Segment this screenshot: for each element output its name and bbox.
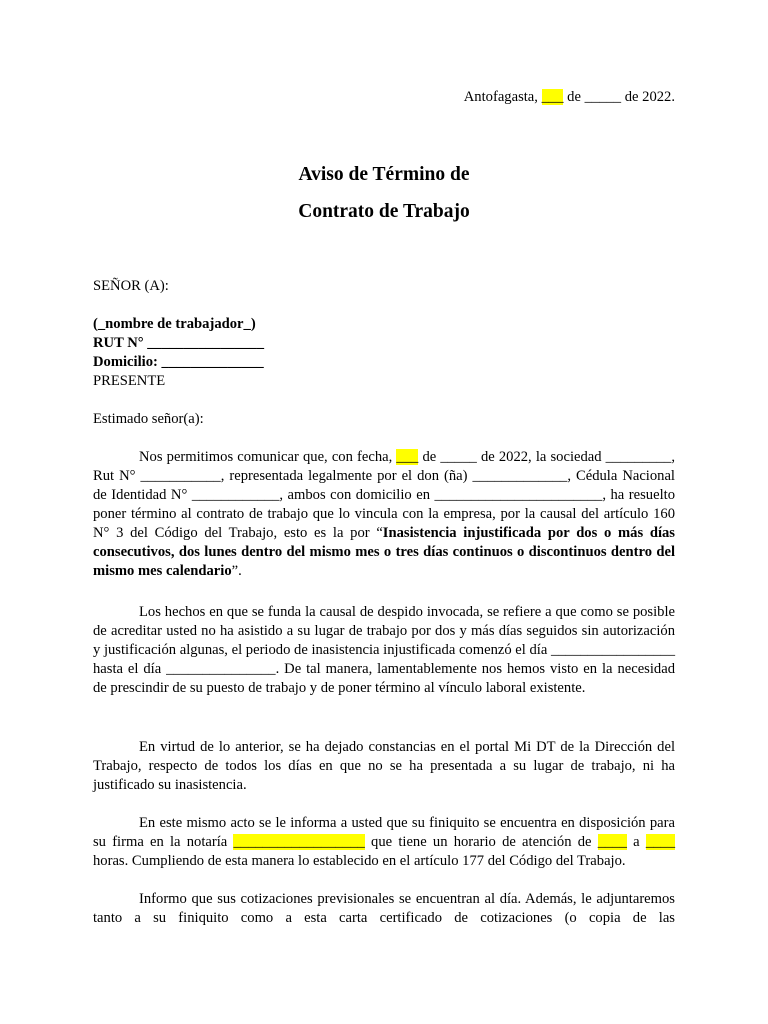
- rut-blank: ________________: [147, 335, 264, 351]
- p1-text-b: de _____ de 2022, la sociedad _________, Rut N° ___________, representada legalmente por el don (ña) _____________, Cédula Nacional de Identidad N° ____________, ambos con domicilio en _______________________, ha resuelto poner término al contrato de trabajo que lo vincula con la empresa, por la causal del artículo 160 N° 3 del Código del Trabajo, esto es la por “: [93, 449, 675, 541]
- year: 2022.: [642, 89, 675, 105]
- title-line-1: Aviso de Término de: [298, 164, 470, 185]
- date-connector: de: [567, 89, 581, 105]
- hour-to-blank: ____: [645, 834, 675, 850]
- domicilio-line: [93, 353, 675, 372]
- p1-text-a: Nos permitimos comunicar que, con fecha,: [139, 449, 393, 465]
- date-connector: de: [624, 89, 639, 105]
- paragraph-2: [93, 603, 675, 698]
- paragraph-3: [93, 738, 675, 795]
- p4-text-c: a: [633, 834, 640, 850]
- paragraph-1: [93, 448, 675, 581]
- month-blank: _____: [584, 89, 622, 105]
- paragraph-5: [93, 890, 675, 928]
- p4-text-a: En este mismo acto se le informa a usted que su finiquito se encuentra en disposición para su firma en la notaría: [93, 815, 675, 850]
- p2-text: Los hechos en que se funda la causal de despido invocada, se refiere a que como se posible de acreditar usted no ha asistido a su lugar de trabajo por dos y más días seguidos sin autorización y justificación algunas, el periodo de inasistencia injustificada comenzó el día _________________ hasta el día _______________. De tal manera, lamentablemente nos hemos visto en la necesidad de prescindir de su puesto de trabajo y de poner término al vínculo laboral existente.: [93, 604, 675, 696]
- city: Antofagasta,: [463, 89, 538, 105]
- p1-text-c: ”.: [231, 563, 242, 579]
- domicilio-blank: ______________: [161, 354, 264, 370]
- date-line: [464, 88, 675, 107]
- title-line-2: Contrato de Trabajo: [298, 201, 470, 222]
- p4-text-b: que tiene un horario de atención de: [371, 834, 592, 850]
- worker-name: (_nombre de trabajador_): [93, 316, 256, 332]
- p4-text-d: horas. Cumpliendo de esta manera lo establecido en el artículo 177 del Código del Trabajo.: [93, 853, 626, 869]
- p5-text: Informo que sus cotizaciones previsionales se encuentran al día. Además, le adjuntaremos tanto a su finiquito como a esta carta certificado de cotizaciones (o copia de las: [93, 891, 675, 926]
- notary-blank: __________________: [233, 834, 365, 850]
- day-blank: ___: [541, 89, 564, 105]
- p1-date-blank: ___: [396, 449, 419, 465]
- rut-label: RUT N°: [93, 335, 144, 351]
- domicilio-label: Domicilio:: [93, 354, 158, 370]
- p1-causal-bold: Inasistencia injustificada por dos o más días consecutivos, dos lunes dentro del mismo mes o tres días continuos o discontinuos dentro del mismo mes calendario: [93, 525, 675, 579]
- paragraph-4: [93, 814, 675, 871]
- rut-line: [93, 334, 675, 353]
- salutation: Estimado señor(a):: [93, 411, 204, 427]
- p3-text: En virtud de lo anterior, se ha dejado constancias en el portal Mi DT de la Dirección del Trabajo, respecto de todos los días en que no se ha presentada a su lugar de trabajo, ni ha justificado su inasistencia.: [93, 739, 675, 793]
- greeting-label: SEÑOR (A):: [93, 278, 169, 294]
- hour-from-blank: ____: [597, 834, 627, 850]
- presente: PRESENTE: [93, 373, 166, 389]
